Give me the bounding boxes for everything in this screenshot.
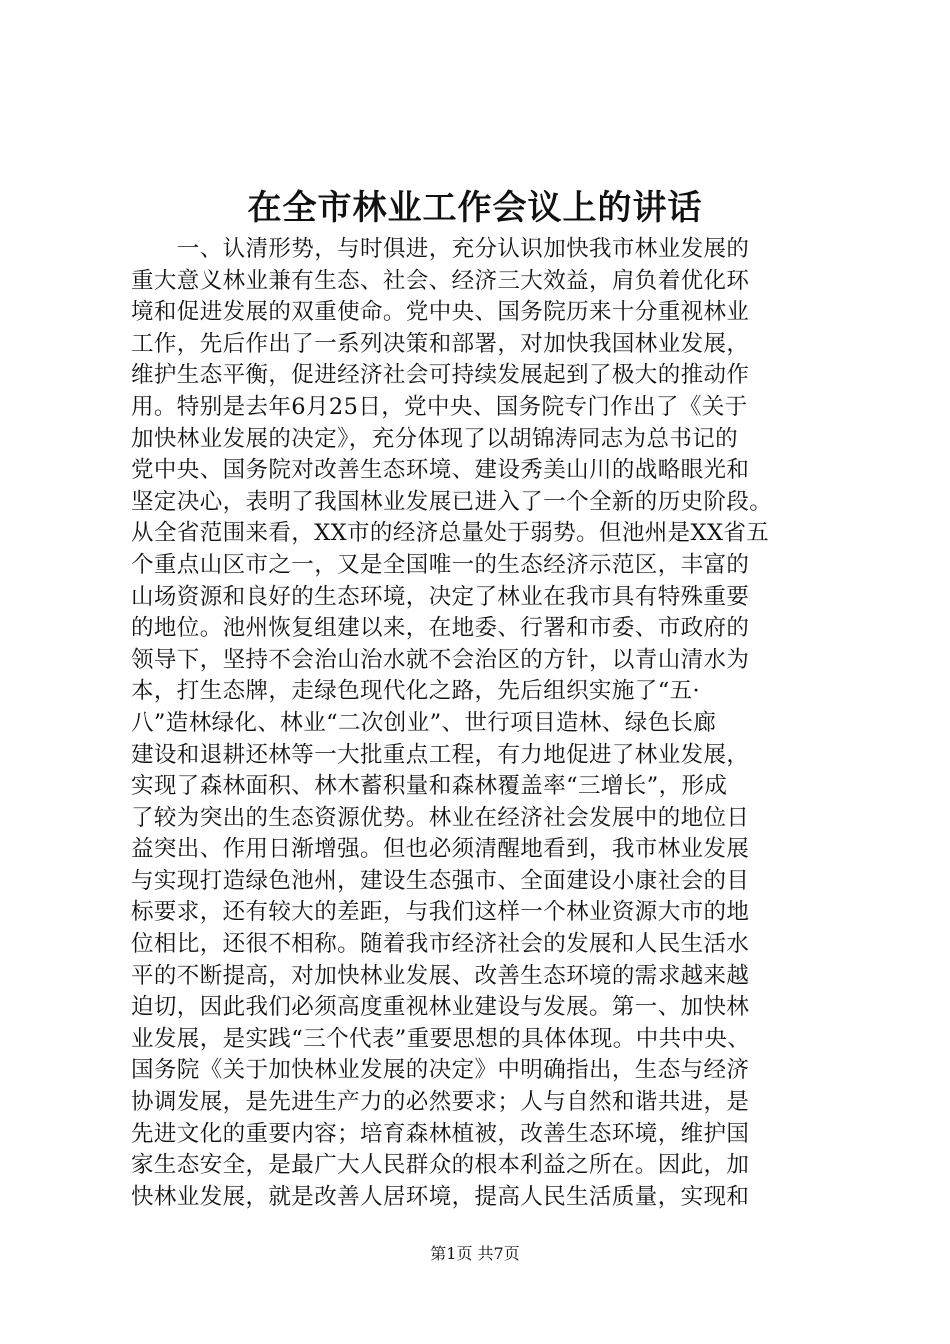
body-text-line: 协调发展，是先进生产力的必然要求；人与自然和谐共进，是 <box>131 1089 750 1116</box>
body-text-line: 家生态安全，是最广大人民群众的根本利益之所在。因此，加 <box>131 1152 750 1179</box>
body-text-line: 实现了森林面积、林木蓄积量和森林覆盖率“三增长”，形成 <box>131 773 728 800</box>
body-text-line: 一、认清形势，与时俱进，充分认识加快我市林业发展的 <box>131 236 750 262</box>
body-text-line: 标要求，还有较大的差距，与我们这样一个林业资源大市的地 <box>131 899 750 926</box>
body-text-line: 本，打生态牌，走绿色现代化之路，先后组织实施了“五· <box>131 678 701 705</box>
body-text-line: 业发展，是实践“三个代表”重要思想的具体体现。中共中央、 <box>131 1025 751 1052</box>
body-text-line: 坚定决心，表明了我国林业发展已进入了一个全新的历史阶段。 <box>131 488 773 515</box>
body-text-line: 领导下，坚持不会治山治水就不会治区的方针，以青山清水为 <box>131 646 750 673</box>
body-text-line: 用。特别是去年6月25日，党中央、国务院专门作出了《关于 <box>131 393 748 420</box>
body-text-line: 了较为突出的生态资源优势。林业在经济社会发展中的地位日 <box>131 804 750 831</box>
body-text-line: 国务院《关于加快林业发展的决定》中明确指出，生态与经济 <box>131 1057 750 1084</box>
body-text-line: 工作，先后作出了一系列决策和部署，对加快我国林业发展， <box>131 330 750 357</box>
body-text-line: 平的不断提高，对加快林业发展、改善生态环境的需求越来越 <box>131 962 750 989</box>
body-text-line: 建设和退耕还林等一大批重点工程，有力地促进了林业发展， <box>131 741 750 768</box>
page-footer: 第1页 共7页 <box>430 1244 520 1263</box>
body-text-line: 与实现打造绿色池州，建设生态强市、全面建设小康社会的目 <box>131 867 750 894</box>
document-body <box>131 234 851 1213</box>
body-text-line: 先进文化的重要内容；培育森林植被，改善生态环境，维护国 <box>131 1120 750 1147</box>
body-text-line: 重大意义林业兼有生态、社会、经济三大效益，肩负着优化环 <box>131 267 750 294</box>
body-text-line: 加快林业发展的决定》，充分体现了以胡锦涛同志为总书记的 <box>131 425 739 452</box>
body-text-line: 个重点山区市之一，又是全国唯一的生态经济示范区，丰富的 <box>131 551 750 578</box>
body-text-line: 位相比，还很不相称。随着我市经济社会的发展和人民生活水 <box>131 931 750 958</box>
body-text-line: 山场资源和良好的生态环境，决定了林业在我市具有特殊重要 <box>131 583 750 610</box>
body-text-line: 快林业发展，就是改善人居环境，提高人民生活质量，实现和 <box>131 1183 750 1210</box>
body-text-line: 八”造林绿化、林业“二次创业”、世行项目造林、绿色长廊 <box>131 709 717 736</box>
body-text-line: 迫切，因此我们必须高度重视林业建设与发展。第一、加快林 <box>131 994 750 1021</box>
body-text-line: 维护生态平衡，促进经济社会可持续发展起到了极大的推动作 <box>131 362 750 389</box>
body-text-line: 的地位。池州恢复组建以来，在地委、行署和市委、市政府的 <box>131 615 750 642</box>
body-text-line: 党中央、国务院对改善生态环境、建设秀美山川的战略眼光和 <box>131 457 750 484</box>
document-title: 在全市林业工作会议上的讲话 <box>247 188 703 228</box>
body-text-line: 从全省范围来看，XX市的经济总量处于弱势。但池州是XX省五 <box>131 520 770 547</box>
body-text-line: 益突出、作用日渐增强。但也必须清醒地看到，我市林业发展 <box>131 836 750 863</box>
body-text-line: 境和促进发展的双重使命。党中央、国务院历来十分重视林业 <box>131 299 750 326</box>
